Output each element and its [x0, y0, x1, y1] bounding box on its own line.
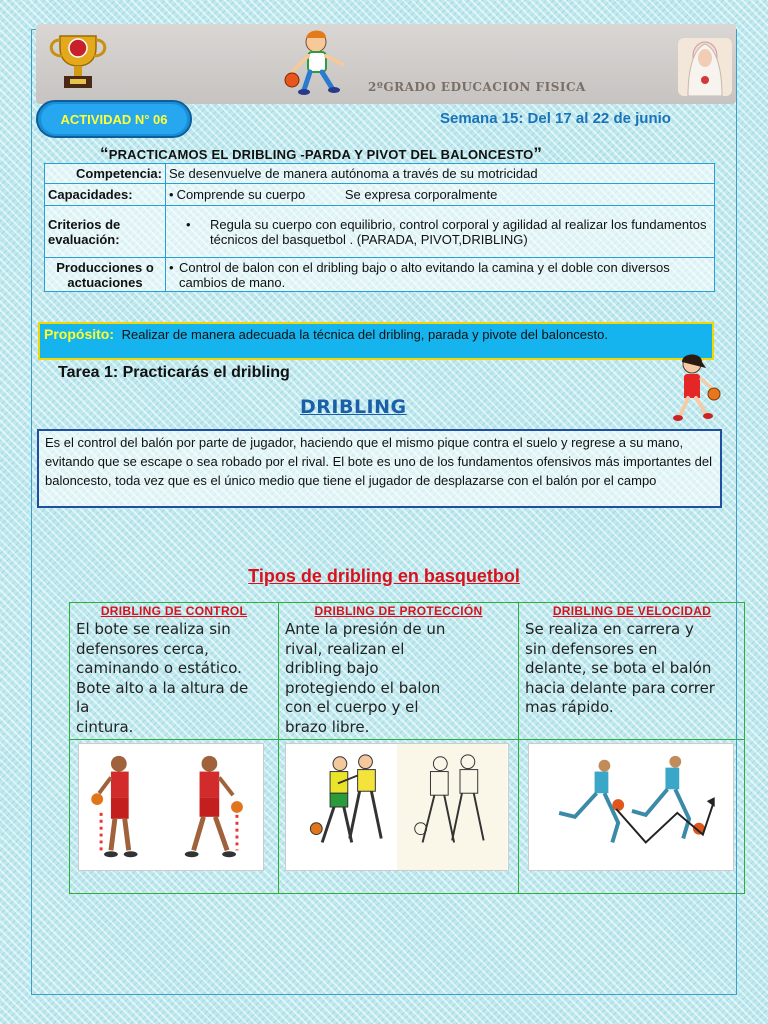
criterios-item [186, 217, 711, 247]
criterios-value: Regula su cuerpo con equilibrio, control corporal y agilidad al realizar los fundamentos técnicos del basquetbol . (PARADA, PIVOT,DRIBLING) [210, 216, 707, 247]
tipo-control [70, 603, 278, 739]
definition-box: Es el control del balón por parte de jugador, haciendo que el mismo pique contra el suelo y regrese a su mano, evitando que se escape o sea robado por el rival. El bote es uno de los fundamentos ofensivos más importantes del baloncesto, toda vez que es el único medio que tiene el jugador de desplazarse con el balón por el campo [37, 429, 722, 508]
trophy-icon [42, 30, 114, 94]
competencia-label: Competencia: [45, 164, 166, 184]
tipo-proteccion-line: dribling bajo [285, 659, 379, 677]
producciones-cell [166, 258, 715, 292]
actividad-badge [36, 100, 192, 138]
velocidad-dribbling-players-icon [529, 744, 733, 870]
tipo-control-heading: DRIBLING DE CONTROL [100, 604, 248, 618]
capacidades-label: Capacidades: [45, 184, 166, 206]
tipos-title: Tipos de dribling en basquetbol [248, 566, 520, 586]
capacidad-2: Se expresa corporalmente [344, 187, 498, 202]
proteccion-dribbling-illustration [285, 743, 509, 871]
producciones-label: Producciones o actuaciones [45, 258, 166, 292]
banner-title: 2ºGRADO EDUCACION FISICA [368, 80, 586, 94]
control-dribbling-players-icon [79, 744, 263, 870]
info-table [44, 163, 715, 292]
virgin-mary-icon [678, 38, 732, 96]
tipo-control-line: cintura. [76, 717, 134, 736]
tipo-proteccion-line: brazo libre. [285, 717, 370, 736]
tipo-proteccion-line: con el cuerpo y el [285, 698, 419, 716]
tipo-proteccion-heading: DRIBLING DE PROTECCIÓN [314, 604, 483, 618]
producciones-item [169, 260, 711, 290]
basketball-girl-icon [666, 352, 726, 426]
proposito-label: Propósito: [44, 326, 114, 342]
proposito-text: Realizar de manera adecuada la técnica del dribling, parada y pivote del baloncesto. [121, 327, 608, 342]
tipo-velocidad-line: sin defensores en [525, 639, 658, 658]
dribling-title: DRIBLING [300, 396, 407, 418]
grid-divider [70, 739, 744, 740]
bullet-icon: • [169, 259, 174, 275]
tipo-control-line: El bote se realiza sin [76, 620, 231, 638]
semana-label: Semana 15: Del 17 al 22 de junio [440, 110, 671, 127]
basketball-kid-icon [282, 28, 362, 100]
tipo-velocidad-body [525, 620, 739, 718]
tipo-proteccion-line: protegiendo el balon [285, 678, 441, 697]
capacidad-1: • Comprende su cuerpo [169, 187, 305, 202]
capacidades-value [166, 184, 715, 206]
tipo-velocidad-line: Se realiza en carrera y [525, 620, 694, 638]
tipo-velocidad-line: mas rápido. [525, 698, 614, 716]
tipo-velocidad [519, 603, 745, 739]
tipo-control-line: Bote alto a la altura de [76, 678, 249, 697]
row-capacidades [45, 184, 715, 206]
tipo-control-line: caminando o estático. [76, 659, 242, 677]
tipo-velocidad-heading: DRIBLING DE VELOCIDAD [552, 604, 712, 618]
title-text: PRACTICAMOS EL DRIBLING -PARDA Y PIVOT DEL BALONCESTO [108, 147, 534, 162]
velocidad-dribbling-illustration [528, 743, 734, 871]
page-title [100, 144, 542, 164]
tipo-proteccion [279, 603, 518, 739]
tipos-grid [69, 602, 745, 894]
control-dribbling-illustration [78, 743, 264, 871]
proposito-box [38, 322, 714, 360]
tipo-proteccion-line: Ante la presión de un [285, 620, 446, 638]
tipo-velocidad-line: delante, se bota el balón [525, 659, 712, 677]
competencia-value: Se desenvuelve de manera autónoma a través de su motricidad [166, 164, 715, 184]
tipo-control-line: defensores cerca, [76, 639, 209, 658]
title-close-quote: ” [533, 144, 543, 163]
tipo-control-line: la [76, 698, 90, 716]
criterios-cell [166, 206, 715, 258]
criterios-label: Criterios de evaluación: [45, 206, 166, 258]
tipo-proteccion-line: rival, realizan el [285, 639, 405, 658]
producciones-value: Control de balon con el dribling bajo o alto evitando la camina y el doble con diversos cambios de mano. [179, 259, 670, 290]
tarea-heading: Tarea 1: Practicarás el dribling [58, 364, 290, 381]
title-open-quote: “ [100, 144, 109, 163]
tipo-velocidad-line: hacia delante para correr [525, 678, 715, 697]
row-producciones [45, 258, 715, 292]
row-criterios [45, 206, 715, 258]
bullet-icon: • [186, 216, 191, 232]
tipo-control-body [76, 620, 272, 737]
proteccion-dribbling-players-icon [286, 744, 508, 870]
row-competencia [45, 164, 715, 184]
actividad-label: ACTIVIDAD N° 06 [41, 104, 187, 134]
tipo-proteccion-body [285, 620, 512, 737]
